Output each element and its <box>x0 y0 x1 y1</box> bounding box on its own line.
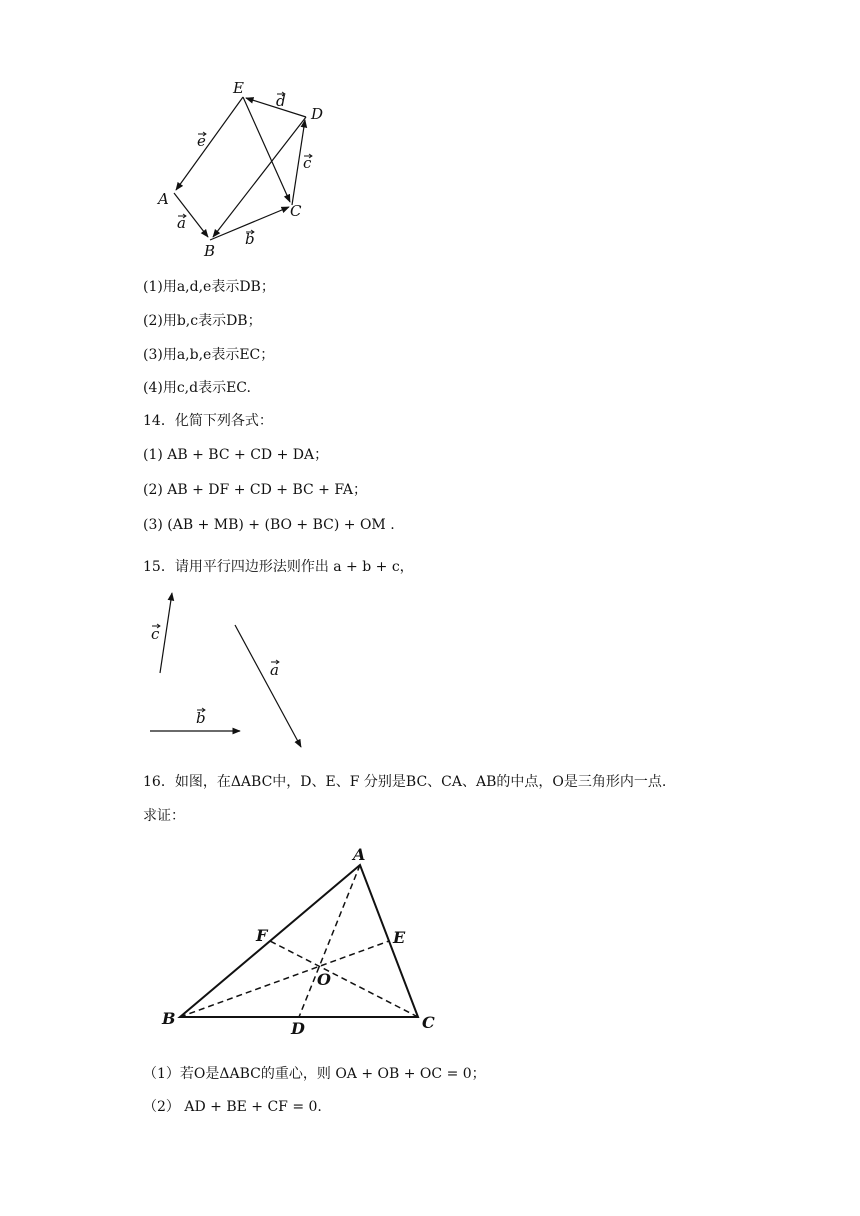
vector-label-c2: c <box>151 625 160 643</box>
problem16-title: 16．如图，在ΔABC中，D、E、F 分别是BC、CA、AB的中点，O是三角形内一点. <box>143 774 667 790</box>
problem14-item-2: (2) AB + DF + CD + BC + FA； <box>143 482 367 498</box>
problem13-item-4: (4)用c,d表示EC. <box>143 380 251 396</box>
vector-figure-1 <box>140 70 350 265</box>
point-label-d2: D <box>291 1019 305 1038</box>
triangle-figure <box>150 840 450 1040</box>
vector-e-line <box>176 97 243 190</box>
problem14-item-1: (1) AB + BC + CD + DA； <box>143 447 329 463</box>
vector-a2-line <box>235 625 301 747</box>
triangle-abc <box>180 865 418 1017</box>
point-label-e2: E <box>393 928 406 947</box>
vector-label-b: b <box>245 230 255 248</box>
problem13-item-3: (3)用a,b,e表示EC； <box>143 347 275 363</box>
point-label-f2: F <box>256 926 268 945</box>
problem14-item-3: (3) (AB + MB) + (BO + BC) + OM . <box>143 517 395 533</box>
median-cf <box>270 941 418 1017</box>
problem16-prove: 求证： <box>143 808 185 824</box>
point-label-b2: B <box>162 1009 176 1028</box>
problem14-title: 14．化简下列各式： <box>143 413 273 429</box>
problem13-item-1: (1)用a,d,e表示DB； <box>143 279 275 295</box>
median-be <box>180 941 389 1017</box>
vector-label-a2: a <box>270 661 279 679</box>
vector-label-a: a <box>177 214 186 232</box>
problem16-item-2: （2） AD + BE + CF = 0. <box>143 1099 322 1115</box>
point-label-d: D <box>311 105 324 123</box>
vector-label-d: d <box>276 92 286 110</box>
point-label-o2: O <box>317 970 331 989</box>
point-label-a: A <box>158 190 169 208</box>
vector-label-b2: b <box>196 709 206 727</box>
point-label-e: E <box>233 79 244 97</box>
median-ad <box>299 865 360 1017</box>
point-label-c2: C <box>422 1013 435 1032</box>
point-label-b: B <box>204 242 216 260</box>
vector-label-c: c <box>303 154 312 172</box>
vector-ec-line <box>243 97 290 202</box>
point-label-c: C <box>290 202 302 220</box>
vector-figure-2 <box>140 585 330 760</box>
problem15-title: 15．请用平行四边形法则作出 a + b + c， <box>143 559 414 575</box>
problem13-item-2: (2)用b,c表示DB； <box>143 313 262 329</box>
point-label-a2: A <box>353 845 366 864</box>
vector-c2-line <box>160 593 172 673</box>
vector-label-e: e <box>197 132 206 150</box>
problem16-item-1: （1）若O是ΔABC的重心，则 OA + OB + OC = 0； <box>143 1066 486 1082</box>
